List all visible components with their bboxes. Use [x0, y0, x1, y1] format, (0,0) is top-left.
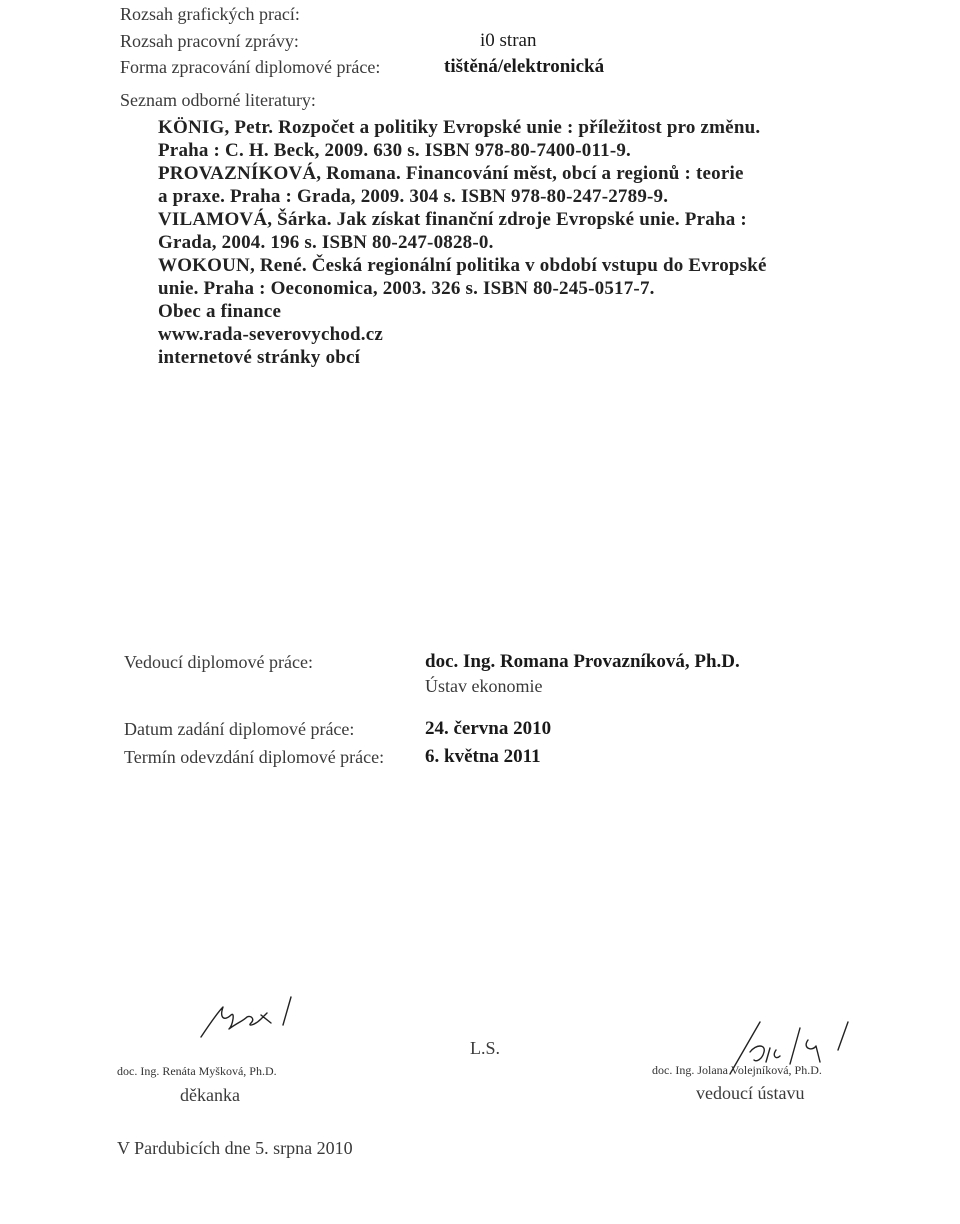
due-date-value: 6. května 2011	[425, 746, 541, 767]
head-name: doc. Ing. Jolana Volejníková, Ph.D.	[652, 1063, 822, 1077]
bib-line: KÖNIG, Petr. Rozpočet a politiky Evropské unie : příležitost pro změnu.	[158, 117, 761, 138]
head-title: vedoucí ústavu	[696, 1083, 805, 1103]
bib-line: a praxe. Praha : Grada, 2009. 304 s. ISBN 978-80-247-2789-9.	[158, 186, 669, 207]
stamp-placeholder: L.S.	[470, 1038, 501, 1058]
bib-line: internetové stránky obcí	[158, 347, 361, 368]
bib-line: WOKOUN, René. Česká regionální politika v období vstupu do Evropské	[158, 255, 767, 276]
dean-signature	[195, 995, 305, 1045]
form-label: Forma zpracování diplomové práce:	[120, 57, 381, 77]
dean-title: děkanka	[180, 1085, 240, 1105]
report-scope-value: i0 stran	[480, 30, 537, 51]
dean-name: doc. Ing. Renáta Myšková, Ph.D.	[117, 1064, 277, 1078]
bib-line: www.rada-severovychod.cz	[158, 324, 384, 345]
place-date: V Pardubicích dne 5. srpna 2010	[117, 1138, 353, 1158]
assigned-date-value: 24. června 2010	[425, 718, 552, 739]
bib-line: unie. Praha : Oeconomica, 2003. 326 s. ISBN 80-245-0517-7.	[158, 278, 655, 299]
supervisor-department: Ústav ekonomie	[425, 676, 543, 696]
bib-line: VILAMOVÁ, Šárka. Jak získat finanční zdroje Evropské unie. Praha :	[158, 209, 747, 230]
report-scope-label: Rozsah pracovní zprávy:	[120, 31, 299, 51]
supervisor-name: doc. Ing. Romana Provazníková, Ph.D.	[425, 651, 740, 672]
assigned-date-label: Datum zadání diplomové práce:	[124, 719, 355, 739]
literature-label: Seznam odborné literatury:	[120, 90, 316, 110]
due-date-label: Termín odevzdání diplomové práce:	[124, 747, 385, 767]
bib-line: Obec a finance	[158, 301, 282, 322]
graphics-scope-label: Rozsah grafických prací:	[120, 4, 300, 24]
bib-line: Praha : C. H. Beck, 2009. 630 s. ISBN 978-80-7400-011-9.	[158, 140, 631, 161]
bib-line: PROVAZNÍKOVÁ, Romana. Financování měst, obcí a regionů : teorie	[158, 163, 744, 184]
bib-line: Grada, 2004. 196 s. ISBN 80-247-0828-0.	[158, 232, 494, 253]
form-value: tištěná/elektronická	[444, 56, 605, 77]
supervisor-label: Vedoucí diplomové práce:	[124, 652, 313, 672]
